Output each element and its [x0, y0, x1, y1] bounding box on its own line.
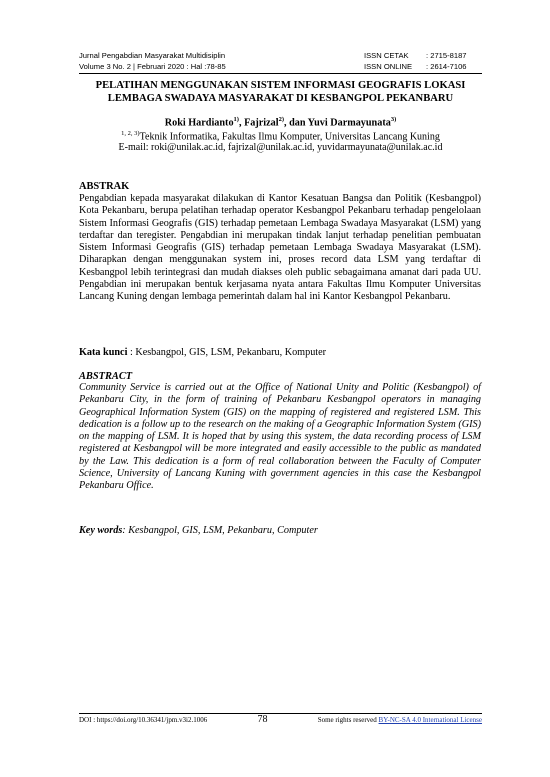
abstract-body: Community Service is carried out at the Office of National Unity and Politic (Kesbangpol) of Pekanbaru City, in the form of training of Pekanbaru Kesbangpol operators in managing Geographical Information System (GIS) on the mapping of registered and registered LSM. This dedication is a follow up to the research on the making of a Geographic Information System (GIS) on the mapping of LSM. It is hoped that by using this system, the data recording process of LSM registered at Kesbangpol will be more integrated and easily accessible to the public as mandated by the Law. This dedication is a form of real collaboration between the Faculty of Computer Science, University of Lancang Kuning with government agencies in this case the Kesbangpol Pekanbaru Office.	[79, 382, 481, 492]
page-number: 78	[257, 714, 268, 725]
title-line-1: PELATIHAN MENGGUNAKAN SISTEM INFORMASI GEOGRAFIS LOKASI	[95, 80, 466, 91]
rights-notice	[318, 715, 482, 725]
author-1-mark: 1)	[233, 116, 239, 123]
paper-title	[79, 80, 482, 105]
abstract-heading: ABSTRACT	[79, 371, 133, 382]
author-1: Roki Hardianto	[164, 117, 234, 129]
key-words	[79, 525, 481, 537]
rights-text: Some rights reserved	[317, 716, 379, 724]
author-2-mark: 2)	[278, 116, 284, 123]
kata-kunci-label: Kata kunci	[79, 347, 128, 358]
footer-divider	[79, 713, 482, 714]
issn-online-label: ISSN ONLINE	[364, 62, 413, 71]
affiliation-text: Teknik Informatika, Fakultas Ilmu Komputer, Universitas Lancang Kuning	[139, 131, 440, 143]
issn-online-value: : 2614-7106	[426, 62, 467, 71]
page-footer	[79, 715, 482, 725]
issn-print-value: : 2715-8187	[426, 51, 467, 60]
kata-kunci	[79, 347, 481, 359]
running-header	[79, 50, 482, 72]
title-line-2: LEMBAGA SWADAYA MASYARAKAT DI KESBANGPOL PEKANBARU	[107, 92, 454, 104]
issn-print-label: ISSN CETAK	[364, 51, 409, 60]
author-2: , Fajrizal	[238, 117, 279, 129]
author-emails: E-mail: roki@unilak.ac.id, fajrizal@unilak.ac.id, yuvidarmayunata@unilak.ac.id	[118, 142, 443, 153]
key-words-text: : Kesbangpol, GIS, LSM, Pekanbaru, Computer	[122, 525, 318, 536]
volume-info: Volume 3 No. 2 | Februari 2020 : Hal :78-85	[79, 62, 226, 71]
author-3: , dan Yuvi Darmayunata	[284, 117, 391, 129]
abstrak-body: Pengabdian kepada masyarakat dilakukan di Kantor Kesatuan Bangsa dan Politik (Kesbangpol) Kota Pekanbaru, berupa pelatihan terhadap operator Kesbangpol Pekanbaru terhadap pengelolaan Sistem Informasi Geografis (GIS) terhadap pemetaan Lembaga Swadaya Masyarakat (LSM) yang terdaftar dan teregister. Pengabdian ini merupakan tindak lanjut terhadap penelitian pembuatan Sistem Informasi Geografis (GIS) terhadap pemetaan Lembaga Swadaya Masyarakat (LSM). Diharapkan dengan menggunakan system ini, proses record data LSM yang terdaftar di Kesbangpol lebih terintegrasi dan mudah diakses oleh public sebagaimana amanat dari pada UU. Pengabdian ini merupakan bentuk kerjasama nyata antara Fakultas Ilmu Komputer Universitas Lancang Kuning dengan lembaga pemerintah dalam hal ini Kantor Kesbangpol Pekanbaru.	[79, 193, 481, 303]
abstrak-heading: ABSTRAK	[79, 181, 130, 192]
license-link[interactable]: BY-NC-SA 4.0 International License	[378, 716, 482, 724]
journal-name: Jurnal Pengabdian Masyarakat Multidisiplin	[79, 51, 226, 60]
header-divider	[79, 73, 482, 74]
kata-kunci-text: : Kesbangpol, GIS, LSM, Pekanbaru, Komputer	[127, 347, 327, 358]
author-3-mark: 3)	[390, 116, 397, 123]
doi-text: DOI : https://doi.org/10.36341/jpm.v3i2.1006	[79, 716, 208, 724]
key-words-label: Key words	[79, 525, 123, 536]
affiliation-mark: 1, 2, 3)	[121, 130, 140, 137]
